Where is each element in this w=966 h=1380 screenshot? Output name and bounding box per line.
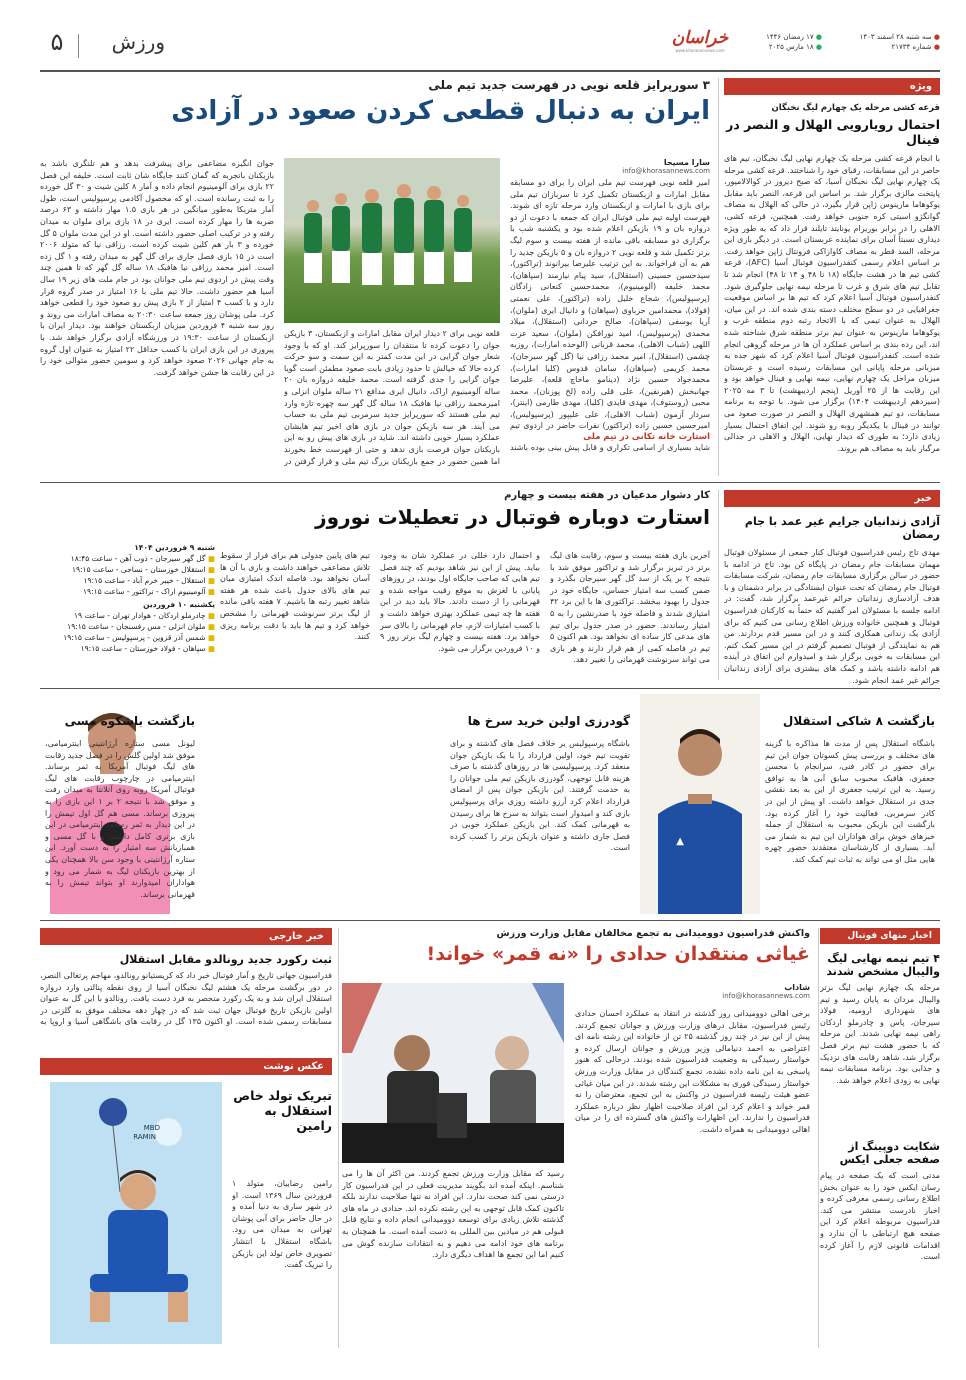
athletics-kicker: واکنش فدراسیون دوومیدانی به تجمع مخالفان مقابل وزارت ورزش <box>496 928 810 939</box>
lead-headline: ایران به دنبال قطعی کردن صعود در آزادی <box>171 96 710 126</box>
nowruz-col3: تیم های پایین جدولی هم برای فرار از سقوط تلاش مضاعفی خواهند داشت و بازی با آن ها آسان نخواهد بود. فاصله اندک امتیازی میان تیم های بالای جدول باعث شده هر هفته شاهد تغییر رتبه ها باشیم. ۷ هفته باقی مانده از لیگ برتر سرنوشت قهرمانی را مشخص خواهد کرد و تیم ها باید با دقت برنامه ریزی کنند. <box>220 551 370 642</box>
athletics-body2: رسید که مقابل وزارت ورزش تجمع کردند. من اکثر آن ها را می شناسم. اینکه آمده اند بگویند مدیریت فعلی در این فدراسیون کار درستی نمی کند صحت ندارد. این افراد نه تنها صلاحیت ندارند بلکه تاکنون کمک قابل توجهی به این رشته نکرده اند. حدادی در ماه های گذشته تلاش زیادی برای توسعه دوومیدانی انجام داده و نتایج قابل قبولی هم در میادین بین المللی به دست آمده است. ما همچنان به برنامه های خود ادامه می دهیم و به انتقادات سازنده گوش می کنیم اما این تجمع ها اهداف دیگری دارد. <box>342 1169 564 1260</box>
date-hijri: ۱۷ رمضان ۱۴۴۶ <box>766 33 814 41</box>
date-shamsi: سه شنبه ۲۸ اسفند ۱۴۰۳ <box>859 33 932 41</box>
lead-author: سارا مسیحا <box>663 158 710 167</box>
fans-h1: ۴ تیم نیمه نهایی لیگ والیبال مشخص شدند <box>826 952 940 978</box>
schedule-day1: شنبه ۹ فروردین ۱۴۰۴ <box>134 543 215 552</box>
khabar-body: مهدی تاج رئیس فدراسیون فوتبال کنار جمعی از مسئولان فوتبال مهمان مسابقات جام رمضان در پایگاه کن بود. تاج در ادامه با حضور در سالن برگزاری مسابقات جام رمضان، شرکت مسابقات فوتبال جام رمضان که تحت عنوان ایستادگی در برابر دشمنان و با هدف آزادسازی زندانیان جرائم غیرعمد برگزار شد، گفت: در ادامه جلسه با مسئولان امر گفتیم که حتماً به کارکنان فدراسیون فوتبال و همچنین خانواده ورزش اطلاع رسانی می کنیم که برای آزادی یک زندانی همکاری کنند و در این مسیر قدم بردارند. من هم به نمایندگی از فوتبال تصمیم گرفتم در این مسیر کمک کنم. این مسابقات به خوبی برگزار شد و امیدوارم این اتفاق در آینده هم ادامه داشته باشد و کمک های بیشتری برای آزادی زندانیان جرائم غیر عمد انجام شود. <box>724 548 940 685</box>
lead-article <box>40 78 710 478</box>
page-number: ۵ <box>50 28 64 56</box>
vizheh-body: با انجام قرعه کشی مرحله یک چهارم نهایی لیگ نخبگان، تیم های حاضر در این مسابقات، رقبای خود را شناختند. قرعه کشی مرحله یک چهارم نهایی لیگ نخبگان آسیا، که صبح دیروز در کوالالامپور، پایتخت مالزی برگزار شد. بر اساس این قرعه، النصر باید مقابل یوکوهاما مارینوس ژاپن قرار بگیرد، در حالی که الهلال به مصاف گوانگژو اسیتی کره جنوبی خواهد رفت. همچنین، قرعه کشی، الاهلی را در برابر بوریرام یونایتد تایلند قرار داد که به طور ویژه دیداری نسبتاً آسان برای نماینده عربستان است. در دیگر بازی این مرحله، السد قطر به مصاف کاوازاکی فرونتال ژاپن خواهد رفت. بر اساس اعلام رسمی کنفدراسیون فوتبال آسیا (AFC)، قرعه کشی تیم ها در هشت جایگاه (۱۸ تا ۴۸ و ۱۴ تا ۴۸) انجام شد تا تقابل تیم های شرق و غرب تا مرحله نیمه نهایی جلوگیری شود. کنفدراسیون فوتبال آسیا اعلام کرد که تیم ها بر اساس موقعیت جغرافیایی در دو سطح مختلف دسته بندی شده اند. در این میان، الهلال به عنوان تیمی که با الاتحاد رتبه دوم منطقه غرب و یوکوهاما مارینوس به عنوان تیم برتر منطقه شرق شناخته شده اند، این رده بندی بر اساس عملکرد آن ها در مرحله گروهی انجام شده است. کنفدراسیون فوتبال آسیا اعلام کرد که شهر جده به میزبانی مرحله پایانی این مسابقات رسیده است و عربستان میزبان مراحل یک چهارم نهایی، نیمه نهایی و فینال خواهد بود و این رقابت ها از ۲۵ آوریل (پنجم اردیبهشت) تا ۳ مه ۲۰۲۵ (سیزدهم اردیبهشت ۱۴۰۴) برگزار می شود. با توجه به برنامه مسابقات، دو تیم همشهری الهلال و النصر در صورت صعود می توانند در فینال با یکدیگر روبه رو شوند. این اتفاق احتمال بسیار زیادی دارد؛ به طوری که دیدار نهایی، الهلال و الاهلی در جدالی مرگبار باید به مصاف هم بروند. <box>724 154 940 453</box>
fans-box <box>820 928 940 1348</box>
fans-h2: شکایت دوپینگ از صفحه جعلی ایکس <box>839 1140 940 1166</box>
return-title: بازگشت باشکوه مسی <box>64 714 195 728</box>
return-item <box>640 694 940 914</box>
date-block: ● سه شنبه ۲۸ اسفند ۱۴۰۳ ● شماره ۲۱۷۳۴ <box>859 33 940 51</box>
schedule-row: ■ گل گهر سیرجان - ذوب آهن - ساعت ۱۸:۴۵ <box>70 554 215 563</box>
vizheh-box <box>724 78 940 478</box>
issue-number: شماره ۲۱۷۳۴ <box>891 43 932 51</box>
aks-headline: تبریک تولد خاص استقلال به رامین <box>233 1088 332 1133</box>
return-body: باشگاه استقلال پس از مدت ها مذاکره با گزینه های مختلف و بررسی پیش کسوتان جوان این تیم برای حضور در کادر فنی، سرانجام با محسن جعفری، هافبک محبوب سابق آبی ها به توافق رسید. به این ترتیب جعفری از این به بعد نقشی جدی در استقلال خواهد داشت. او پیش از این در کادر سرمربی، فعالیت خود را آغاز کرده بود. بازگشت این بازیکن محبوب به استقلال از جمله خبرهای خوش برای هواداران این تیم به شمار می آید. بسیاری از کارشناسان معتقدند حضور چهره هایی مثل او می تواند به ثبات تیم کمک کند. <box>765 739 935 864</box>
nowruz-col2: و احتمال دارد خللی در عملکرد شان به وجود بیاید. پیش از این نیز شاهد بودیم که چند فصل تیم هایی که صاحب جایگاه اول بودند، در روزهای پایانی با لغزش به موقع رقیب مواجه شده و قهرمانی را از دست دادند. حالا باید دید در این هفته ها چه تیمی عملکرد بهتری خواهد داشت و با کسب امتیازات لازم، جام قهرمانی را بالای سر خواهد برد. هفته بیست و چهارم لیگ برتر روز ۹ و ۱۰ فروردین برگزار می شود. <box>380 551 540 653</box>
nowruz-col1: آخرین بازی هفته بیست و سوم، رقابت های لیگ برتر در تبریز برگزار شد و تراکتور موفق شد با نتیجه ۲ بر یک از سد گل گهر سیرجان بگذرد و ضمن کسب سه امتیاز حساس، جایگاه خود در جدول را بهبود ببخشد. تراکتوری ها با این برد ۴۲ امتیازی شدند و فاصله خود با صدرنشین را به ۵ امتیاز رساندند. حضور در صدر جدول برای تیم های مدعی کار ساده ای نخواهد بود. هم اکنون ۵ تیم در فاصله کمی از هم قرار دارند و هر بازی می تواند سرنوشت قهرمانی را تغییر دهد. <box>550 551 710 665</box>
date-block-2: ● ۱۷ رمضان ۱۴۴۶ ● ۱۸ مارس ۲۰۲۵ <box>766 33 822 51</box>
lead-subhead: استارت خانه تکانی در تیم ملی <box>583 432 710 442</box>
return-body: باشگاه پرسپولیس بر خلاف فصل های گذشته و برای تقویت تیم خود، اولین قرارداد را با یک بازیکن جوان منعقد کرد. پرسپولیسی ها در روزهای گذشته با صرف هزینه قابل توجهی، گودرزی بازیکن تیم ملی جوانان را به خدمت گرفتند. این بازیکن جوان پس از امضای قرارداد اعلام کرد آرزو داشته روزی برای پرسپولیس بازی کند و امیدوار است بتواند به سرخ ها برای رسیدن به قهرمانی کمک کند. این بازیکن عملکرد خوبی در فصل جاری داشته و عنوان بازیکن برتر را کسب کرده است. <box>450 739 630 853</box>
schedule-row: ■ سپاهان - فولاد خوزستان - ساعت ۱۹:۱۵ <box>80 644 215 653</box>
return-item <box>40 694 335 914</box>
schedule-row: ■ ملوان انزلی - مس رفسنجان - ساعت ۱۹:۱۵ <box>67 622 215 631</box>
aks-tag: عکس نوشت <box>40 1058 332 1075</box>
svg-text:MBD: MBD <box>143 1124 160 1132</box>
athletics-body: برخی اهالی دوومیدانی روز گذشته در انتقاد به عملکرد احسان حدادی رئیس فدراسیون، مقابل درهای وزارت ورزش و جوانان تجمع کردند. پیش از این نیز در چند روز گذشته ۲۵ تن از خانواده این رشته نامه ای اعتراضی به احمد دنیامالی وزیر ورزش و جوانان ارسال کرده و خواستار رسیدگی به وضعیت فدراسیون شده بودند. درحالی که هنوز پاسخی به این نامه داده نشده، تجمع کنندگان در مقابل وزارت ورزش خواستار رسیدگی فوری به مشکلات این رشته شدند. در این میان غیاثی عضو هیئت رئیسه فدراسیون در واکنش به این تجمع، معترضان را نه قمر خواند و اعلام کرد این افراد صلاحیت اظهار نظر درباره عملکرد فدراسیون را ندارند. این اظهارات واکنش های گسترده ای را در میان اهالی دوومیدانی به همراه داشت. <box>575 1009 810 1134</box>
nowruz-article <box>40 490 710 680</box>
date-gregorian: ۱۸ مارس ۲۰۲۵ <box>768 43 814 51</box>
athletics-headline: غیاثی منتقدان حدادی را «نه قمر» خواند! <box>426 943 810 965</box>
press-photo <box>342 983 564 1163</box>
khareji-headline: ثبت رکورد جدید رونالدو مقابل استقلال <box>119 953 332 966</box>
athletics-email: info@khorasannews.com <box>722 992 810 1000</box>
lead-kicker: ۳ سورپرایز قلعه نویی در فهرست جدید تیم ملی <box>428 78 710 92</box>
lead-col1: امیر قلعه نویی فهرست تیم ملی ایران را برای دو مسابقه مقابل امارات و ازبکستان تکمیل کرد تا سربازان تیم ملی برای بازی با امارات و ازبکستان وارد مرحله تازه ای شوند. فهرست اولیه تیم ملی فوتبال ایران که جمعه با دعوت از دو دروازه بان و ۱۹ بازیکن اعلام شده بود و یکشنبه شب با برگزاری دو مسابقه باقی مانده از هفته بیست و سوم لیگ برتر تکمیل شد و قلعه نویی ۲ دروازه بان و ۵ بازیکن جدید را هم به آن فراخواند. به این ترتیب علیرضا بیرانوند (تراکتور)، سیدحسین حسینی (استقلال)، سید پیام نیازمند (سپاهان)، محمد خلیفه (آلومینیوم)، محمدحسین کنعانی زادگان (پرسپولیس)، شجاع خلیل زاده (تراکتور)، علی نعمتی (فولاد)، محمدامین حزباوی (سپاهان) و دانیال ایری (ملوان)، آریا یوسفی (سپاهان)، صالح حردانی (استقلال)، میلاد محمدی (پرسپولیس)، امید نورافکن (ملوان)، سعید عزت اللهی (شباب الاهلی)، محمد قربانی (الوحده امارات)، روزبه چشمی (استقلال)، امیر محمد رزاقی نیا (گل گهر سیرجان)، محمد کریمی (سپاهان)، سامان قدوس (کلبا امارات)، محمدجواد حسین نژاد (دینامو ماخاچ قلعه)، علیرضا جهانبخش (هیرنفین)، علی قلی زاده (لخ پوزنان)، محمد محبی (روستوف)، مهدی قایدی (کلبا)، مهدی طارمی (اینتر)، سردار آزمون (شباب الاهلی)، علی علیپور (پرسپولیس)، امیرحسین حسین زاده (تراکتور) نفرات حاضر در اردوی تیم <box>510 178 710 431</box>
svg-text:RAMIN: RAMIN <box>133 1133 156 1141</box>
fans-tag: اخبار منهای فوتبال <box>820 928 940 944</box>
khabar-box <box>724 490 940 685</box>
aks-box <box>40 1058 332 1348</box>
svg-text:▲: ▲ <box>676 836 684 847</box>
returns-strip <box>40 694 940 914</box>
lead-col3: جوان انگیزه مضاعفی برای پیشرفت بدهد و هم تلنگری باشد به بازیکنان باتجربه که گمان کنند جایگاه شان ثابت است. خلیفه این فصل ۲۲ بازی برای آلومینیوم انجام داده و آمار ۸ کلین شیت و ۳۰ گل خورده را به ثبت رسانده است. او که محصول آکادمی پرسپولیس است، طول آمار متریکا به‌طور میانگین در هر بازی ۱.۵ مهار داشته و ۶۳ درصد ضربه ها را مهار کرده است. ایری در ۱۸ بازی برای ملوان به میدان رفته و در ترکیب اصلی حضور داشته است. او در این مدت ملوان ۵ گل خورده و ۳ بار هم کلین شیت کرده است. رزاقی نیا که متولد ۲۰۰۶ است در ۱۵ بازی فصل جاری برای گل گهر به میدان رفته و ۱ گل زده است. امیر محمد رزاقی نیا هافبک ۱۸ ساله گل گهر که تا همین چند وقت پیش در اردوی تیم ملی جوانان بود در جام ملت های زیر ۱۹ سال آسیا هم حضور داشت. حالا تیم ملی با ۱۶ امتیاز در صدر گروه قرار دارد و با کسب ۴ امتیاز از ۲ بازی پیش رو صعود خود را قطعی خواهد کرد. ملی پوشان روز جمعه ساعت ۲۰:۳۰ به مصاف امارات می روند و روز سه شنبه ۴ فروردین میزبان ازبکستان خواهند بود. دیدار ایران با ازبکستان از ساعت ۱۹:۳۰ در ورزشگاه آزادی برگزار خواهد شد. با پیروزی در این بازی ایران با کسب حداقل ۲۲ امتیاز به عنوان اول گروه به جام جهانی ۲۰۲۶ صعود خواهد کرد و سومین حضور متوالی خود را در این رقابت ها جشن خواهد گرفت. <box>40 159 274 377</box>
return-body: لیونل مسی ستاره آرژانتینی اینترمیامی، موفق شد اولین گلش را در فصل جدید رقابت های لیگ فوتبال آمریکا به ثمر برساند. اینترمیامی در چارچوب رقابت های لیگ فوتبال آمریکا روبه روی آتلانتا به میدان رفت و موفق شد با نتیجه ۲ بر ۱ این بازی را به پیروزی برساند. مسی هم گل اول تیمش را در این دیدار به ثمر رساند. اینترمیامی در این بازی برتری کامل داشت و با گل مسی و همبازیانش سه امتیاز را به دست آورد. این ستاره آرژانتینی با وجود سن بالا همچنان یکی از بهترین بازیکنان لیگ به شمار می رود و هواداران امیدوارند او بتواند تیمش را به قهرمانی برساند. <box>45 739 195 899</box>
khabar-headline: آزادی زندانیان جرایم غیر عمد با جام رمضان <box>744 515 940 541</box>
logo: خراسان www.khorasannews.com <box>671 28 729 53</box>
nowruz-headline: استارت دوباره فوتبال در تعطیلات نوروز <box>315 505 710 529</box>
khareji-body: فدراسیون جهانی تاریخ و آمار فوتبال خبر داد که کریستیانو رونالدو، مهاجم پرتغالی النصر، در دور برگشت مرحله یک هشتم لیگ نخبگان آسیا از روی نقطه پنالتی وارد دروازه استقلال ایران شد و به یک رکورد منحصر به فرد دست یافت. رونالدو با این گل به عنوان اولین بازیکن تاریخ فوتبال جهان ثبت شد که در چهار دهه مختلف موفق به گلزنی در مسابقات رسمی شده است. او اکنون ۱۳۵ گل در رقابت های باشگاهی آسیا و اروپا به <box>40 971 332 1027</box>
lead-col2: قلعه نویی برای ۲ دیدار ایران مقابل امارات و ازبکستان، ۳ بازیکن جوان را دعوت کرده تا منتقدان را سورپرایز کند. او که با وجود شعار جوان گرایی در این مدت کمتر به این سمت و سو حرکت کرده حالا که خیالش تا حدود زیادی بابت صعود مطمئن است گویا جوان گرایی را جدی گرفته است. محمد خلیفه دروازه بان ۲۰ ساله آلومینیوم اراک، دانیال ایری مدافع ۲۱ ساله ملوان انزلی و امیرمحمد رزاقی نیا هافبک ۱۸ ساله گل گهر سه چهره تازه وارد تیم ملی هستند که سورپرایز جدید سرمربی تیم ملی به حساب می آیند. هر سه بازیکن جوان در بازی های اخیر تیم هایشان عملکرد بسیار خوبی داشته اند. شاید در بازی های پیش رو به این بازیکنان جوان فرصت بازی ندهد و حتی از فهرست خط بخورند اما همین حضور در جمع بازیکنان بزرگ تیم ملی و قرار گرفتن در <box>284 329 500 466</box>
schedule <box>40 542 215 677</box>
schedule-row: ■ استقلال - خیبر خرم آباد - ساعت ۱۹:۱۵ <box>83 576 215 585</box>
khabar-tag: خبر <box>724 490 940 507</box>
khareji-tag: خبر خارجی <box>40 928 332 945</box>
lead-email: info@khorasannews.com <box>622 167 710 175</box>
vizheh-kicker: قرعه کشی مرحله یک چهارم لیگ نخبگان <box>771 103 940 113</box>
return-photo <box>640 694 760 914</box>
athletics-author: شاداب <box>784 983 810 992</box>
schedule-row: ■ شمس آذر قزوین - پرسپولیس - ساعت ۱۹:۱۵ <box>63 633 215 642</box>
return-item <box>340 694 635 914</box>
team-photo <box>284 158 500 323</box>
return-title: بازگشت ۸ شاکی استقلال <box>782 714 935 728</box>
schedule-row: ■ آلومینیوم اراک - تراکتور - ساعت ۱۹:۱۵ <box>83 587 215 596</box>
aks-body: رامین رضاییان، متولد ۱ فروردین سال ۱۳۶۹ است. او در شهر ساری به دنیا آمده و در حال حاضر برای آبی پوشان تهرانی به میدان می رود. باشگاه استقلال با انتشار تصویری خاص تولد این بازیکن را تبریک گفت. <box>232 1179 332 1270</box>
nowruz-kicker: کار دشوار مدعیان در هفته بیست و چهارم <box>504 490 710 501</box>
vizheh-headline: احتمال رویارویی الهلال و النصر در فینال <box>726 117 940 147</box>
lead-col1-tail: شاید بسیاری از اسامی تکراری و قابل پیش بینی بوده باشند <box>510 443 710 452</box>
vizheh-tag: ویژه <box>724 78 940 95</box>
section-label: ورزش <box>111 30 165 54</box>
return-title: گودرزی اولین خرید سرخ ها <box>467 714 630 728</box>
athletics-article <box>342 928 810 1348</box>
schedule-row: ■ استقلال خوزستان - نساجی - ساعت ۱۹:۱۵ <box>71 565 215 574</box>
schedule-day2: یکشنبه ۱۰ فروردین <box>143 600 215 609</box>
fans-b2: مدتی است که یک صفحه در پیام رسان ایکس خود را به عنوان بخش اطلاع رسانی رسمی معرفی کرده و اخبار نادرست منتشر می کند. فدراسیون مربوطه اعلام کرد این صفحه هیچ ارتباطی با آن ندارد و اقدامات قانونی لازم را آغاز کرده است. <box>820 1171 940 1262</box>
khareji-box <box>40 928 332 1043</box>
schedule-row: ■ چادرملو اردکان - هوادار تهران - ساعت ۱۹ <box>74 611 215 620</box>
rezaeian-illustration <box>50 1082 222 1344</box>
masthead <box>40 28 940 68</box>
fans-b1: مرحله یک چهارم نهایی لیگ برتر والیبال مردان به پایان رسید و تیم های شهرداری ارومیه، فولاد سیرجان، پاس و چادرملو اردکان راهی نیمه نهایی شدند. این مرحله که با حضور هشت تیم برتر فصل برگزار شد، شاهد رقابت های نزدیک و جذابی بود. برنامه مسابقات نیمه نهایی به زودی اعلام خواهد شد. <box>820 983 940 1085</box>
